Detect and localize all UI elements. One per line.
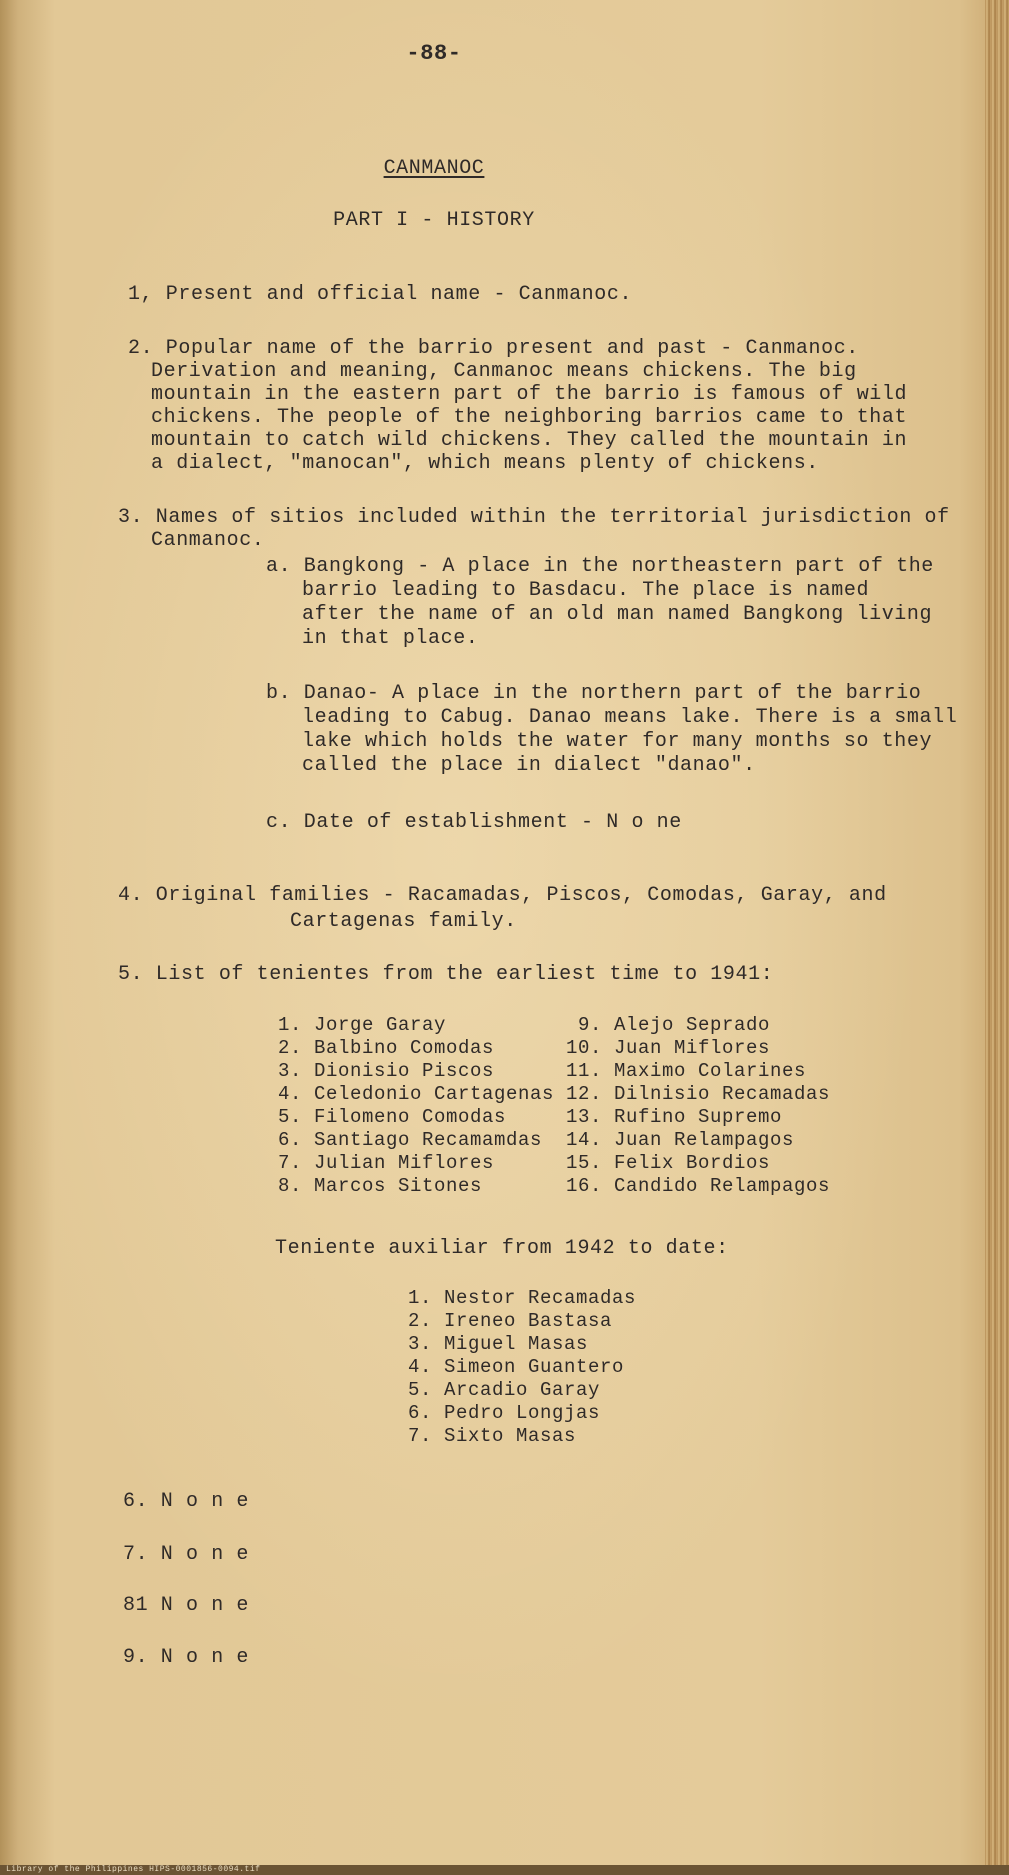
- sitio-a-line: after the name of an old man named Bangkong living: [302, 603, 933, 626]
- item-2-line: chickens. The people of the neighboring barrios came to that: [151, 406, 908, 429]
- item-3-line: Canmanoc.: [151, 529, 265, 552]
- auxiliar-name: 2. Ireneo Bastasa: [408, 1310, 613, 1332]
- sitio-a-line: in that place.: [302, 627, 479, 650]
- tenientes-heading: 5. List of tenientes from the earliest time to 1941:: [118, 963, 774, 986]
- page-edge: [985, 0, 1009, 1875]
- item-2-line: mountain to catch wild chickens. They called the mountain in: [151, 429, 908, 452]
- teniente-name: 12. Dilnisio Recamadas: [566, 1083, 831, 1105]
- teniente-name: 15. Felix Bordios: [566, 1152, 771, 1174]
- item-6: 6. N o n e: [123, 1490, 250, 1513]
- item-1: 1, Present and official name - Canmanoc.: [128, 283, 633, 306]
- sitio-b-line: leading to Cabug. Danao means lake. There is a small: [302, 706, 958, 729]
- auxiliar-name: 4. Simeon Guantero: [408, 1356, 625, 1378]
- auxiliar-name: 1. Nestor Recamadas: [408, 1287, 637, 1309]
- teniente-name: 13. Rufino Supremo: [566, 1106, 783, 1128]
- item-2-line: 2. Popular name of the barrio present and past - Canmanoc.: [128, 337, 859, 360]
- page-title: CANMANOC: [383, 157, 485, 180]
- auxiliar-name: 3. Miguel Masas: [408, 1333, 589, 1355]
- sitio-a-line: barrio leading to Basdacu. The place is named: [302, 579, 870, 602]
- item-2-line: Derivation and meaning, Canmanoc means chickens. The big: [151, 360, 857, 383]
- item-2-line: a dialect, "manocan", which means plenty of chickens.: [151, 452, 819, 475]
- item-4-line: Cartagenas family.: [290, 910, 517, 933]
- teniente-name: 16. Candido Relampagos: [566, 1175, 831, 1197]
- footer-strip: [0, 1865, 1009, 1875]
- sitio-c: c. Date of establishment - N o ne: [266, 811, 682, 834]
- sitio-a-line: a. Bangkong - A place in the northeastern part of the: [266, 555, 934, 578]
- teniente-name: 1. Jorge Garay: [278, 1014, 447, 1036]
- teniente-name: 10. Juan Miflores: [566, 1037, 771, 1059]
- sitio-b-line: lake which holds the water for many months so they: [302, 730, 933, 753]
- item-9: 9. N o n e: [123, 1646, 250, 1669]
- item-2-line: mountain in the eastern part of the barrio is famous of wild: [151, 383, 908, 406]
- item-4-line: 4. Original families - Racamadas, Piscos, Comodas, Garay, and: [118, 884, 887, 907]
- auxiliar-name: 6. Pedro Longjas: [408, 1402, 601, 1424]
- teniente-name: 4. Celedonio Cartagenas: [278, 1083, 555, 1105]
- page-subtitle: PART I - HISTORY: [333, 209, 535, 232]
- sitio-b-line: b. Danao- A place in the northern part of the barrio: [266, 682, 922, 705]
- footer-caption: Library of the Philippines HIPS-0001856-0094.tif: [6, 1865, 261, 1874]
- auxiliar-name: 7. Sixto Masas: [408, 1425, 577, 1447]
- page-number: -88-: [406, 41, 462, 66]
- teniente-name: 7. Julian Miflores: [278, 1152, 495, 1174]
- teniente-name: 9. Alejo Seprado: [578, 1014, 771, 1036]
- teniente-name: 3. Dionisio Piscos: [278, 1060, 495, 1082]
- teniente-name: 6. Santiago Recamamdas: [278, 1129, 543, 1151]
- sitio-b-line: called the place in dialect "danao".: [302, 754, 756, 777]
- teniente-name: 11. Maximo Colarines: [566, 1060, 807, 1082]
- teniente-name: 2. Balbino Comodas: [278, 1037, 495, 1059]
- auxiliar-name: 5. Arcadio Garay: [408, 1379, 601, 1401]
- item-7: 7. N o n e: [123, 1543, 250, 1566]
- teniente-name: 14. Juan Relampagos: [566, 1129, 795, 1151]
- item-8: 81 N o n e: [123, 1594, 250, 1617]
- auxiliar-heading: Teniente auxiliar from 1942 to date:: [275, 1237, 729, 1260]
- teniente-name: 5. Filomeno Comodas: [278, 1106, 507, 1128]
- item-3-line: 3. Names of sitios included within the territorial jurisdiction of: [118, 506, 950, 529]
- teniente-name: 8. Marcos Sitones: [278, 1175, 483, 1197]
